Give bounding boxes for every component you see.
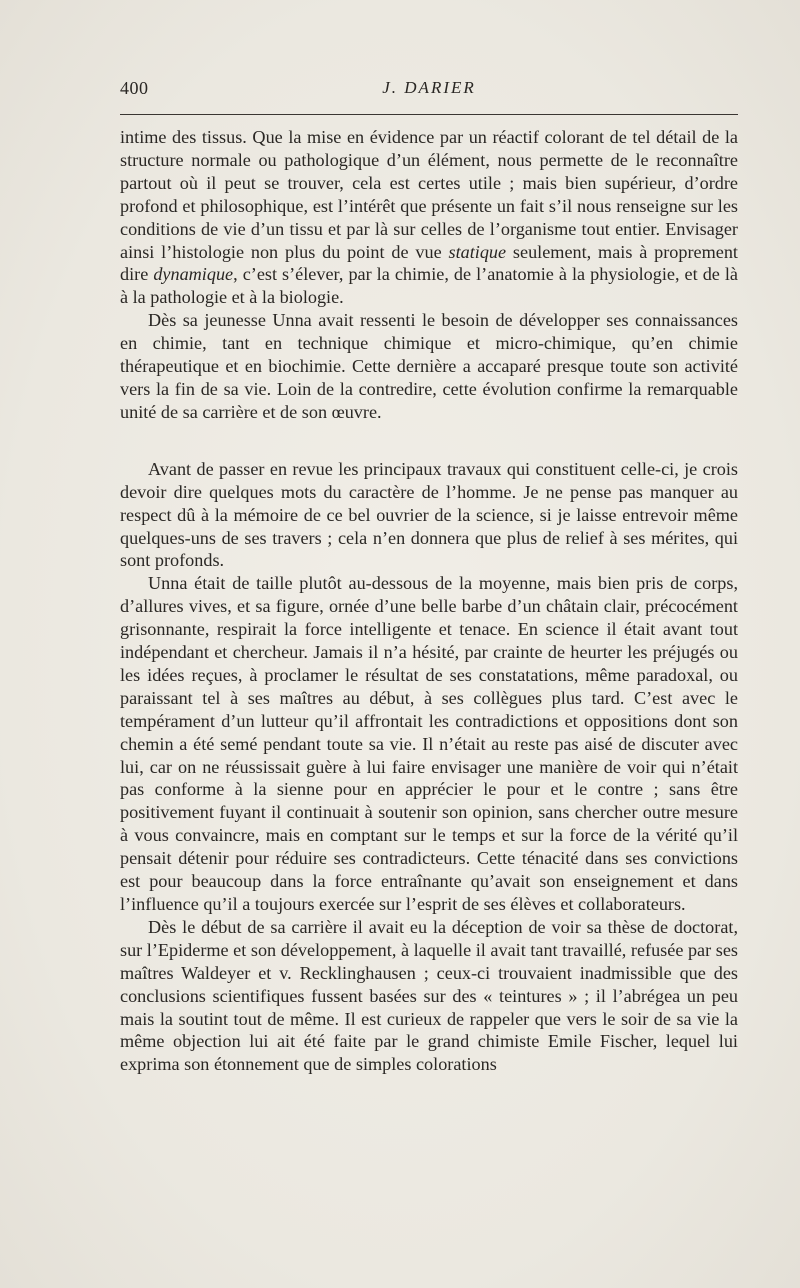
paragraph (120, 916, 738, 1076)
text-run: Dès le début de sa carrière il avait eu la déception de voir sa thèse de doctorat, sur l’Epiderme et son développement, à laquelle il avait tant travaillé, refusée par ses maîtres Waldeyer et v. Recklinghausen ; ceux-ci trouvaient inadmissible que des conclusions scientifiques fussent basées sur des « teintures » ; il l’abrégea un peu mais la soutint tout de même. Il est curieux de rappeler que vers le soir de sa vie la même objection lui ait été faite par le grand chimiste Emile Fischer, lequel lui exprima son étonnement que de simples colorations (120, 916, 738, 1075)
paragraph (120, 309, 738, 424)
text-run: Avant de passer en revue les principaux travaux qui constituent celle-ci, je crois devoir dire quelques mots du caractère de l’homme. Je ne pense pas manquer au respect dû à la mémoire de ce bel ouvrier de la science, si je laisse entrevoir même quelques-uns de ses travers ; cela n’en donnera que plus de relief à ses mérites, qui sont profonds. (120, 458, 738, 571)
running-head (120, 78, 738, 104)
header-rule (120, 114, 738, 115)
text-run: Unna était de taille plutôt au-dessous de la moyenne, mais bien pris de corps, d’allures vives, et sa figure, ornée d’une belle barbe d’un châtain clair, précocément grisonnante, respirait la force intelligente et tenace. En science il était avant tout indépendant et chercheur. Jamais il n’a hésité, par crainte de heurter les préjugés ou les idées reçues, à proclamer le résultat de ses constatations, même paradoxal, ou paraissant tel à ses maîtres au début, à ses collègues plus tard. C’est avec le tempérament d’un lutteur qu’il affrontait les contradictions et oppositions dont son chemin a été semé pendant toute sa vie. Il n’était au reste pas aisé de discuter avec lui, car on ne réussissait guère à lui faire envisager une manière de voir qui n’était pas conforme à la sienne pour en apprécier le pour et le contre ; sans être positivement fuyant il continuait à soutenir son opinion, sans chercher outre mesure à vous convaincre, mais en comptant sur le temps et sur la force de la vérité qu’il pensait détenir pour réduire ses contradicteurs. Cette ténacité dans ses convictions est pour beaucoup dans la force entraînante qu’avait son enseignement et dans l’influence qu’il a toujours exercée sur l’esprit de ses élèves et collaborateurs. (120, 573, 738, 914)
paragraph (120, 572, 738, 916)
page-number: 400 (120, 78, 149, 98)
text-run: Dès sa jeunesse Unna avait ressenti le besoin de développer ses connaissances en chimie, tant en technique chimique et micro-chimique, qu’en chimie thérapeutique et en biochimie. Cette dernière a accaparé presque toute son activité vers la fin de sa vie. Loin de la contredire, cette évolution confirme la remarquable unité de sa carrière et de son œuvre. (120, 310, 738, 422)
emphasis-text: statique (448, 241, 507, 262)
text-run: seulement, mais à proprement dire (120, 241, 738, 285)
paragraph (120, 126, 738, 309)
paragraph (120, 458, 738, 573)
text-run: , c’est s’élever, par la chimie, de l’anatomie à la physiologie, et de là à la pathologie et à la biologie. (120, 264, 739, 308)
emphasis-text: dynamique (153, 264, 234, 285)
text-run: intime des tissus. Que la mise en évidence par un réactif colorant de tel détail de la structure normale ou pathologique d’un élément, nous permette de le reconnaître partout où il peut se trouver, cela est certes utile ; mais bien supérieur, d’ordre profond et philosophique, est l’intérêt que présente un fait s’il nous renseigne sur les conditions de vie d’un tissu et par là sur celles de l’organisme tout entier. Envisager ainsi l’histologie non plus du point de vue (120, 127, 738, 262)
body-text (120, 126, 738, 1076)
running-title: J. DARIER (382, 78, 476, 97)
